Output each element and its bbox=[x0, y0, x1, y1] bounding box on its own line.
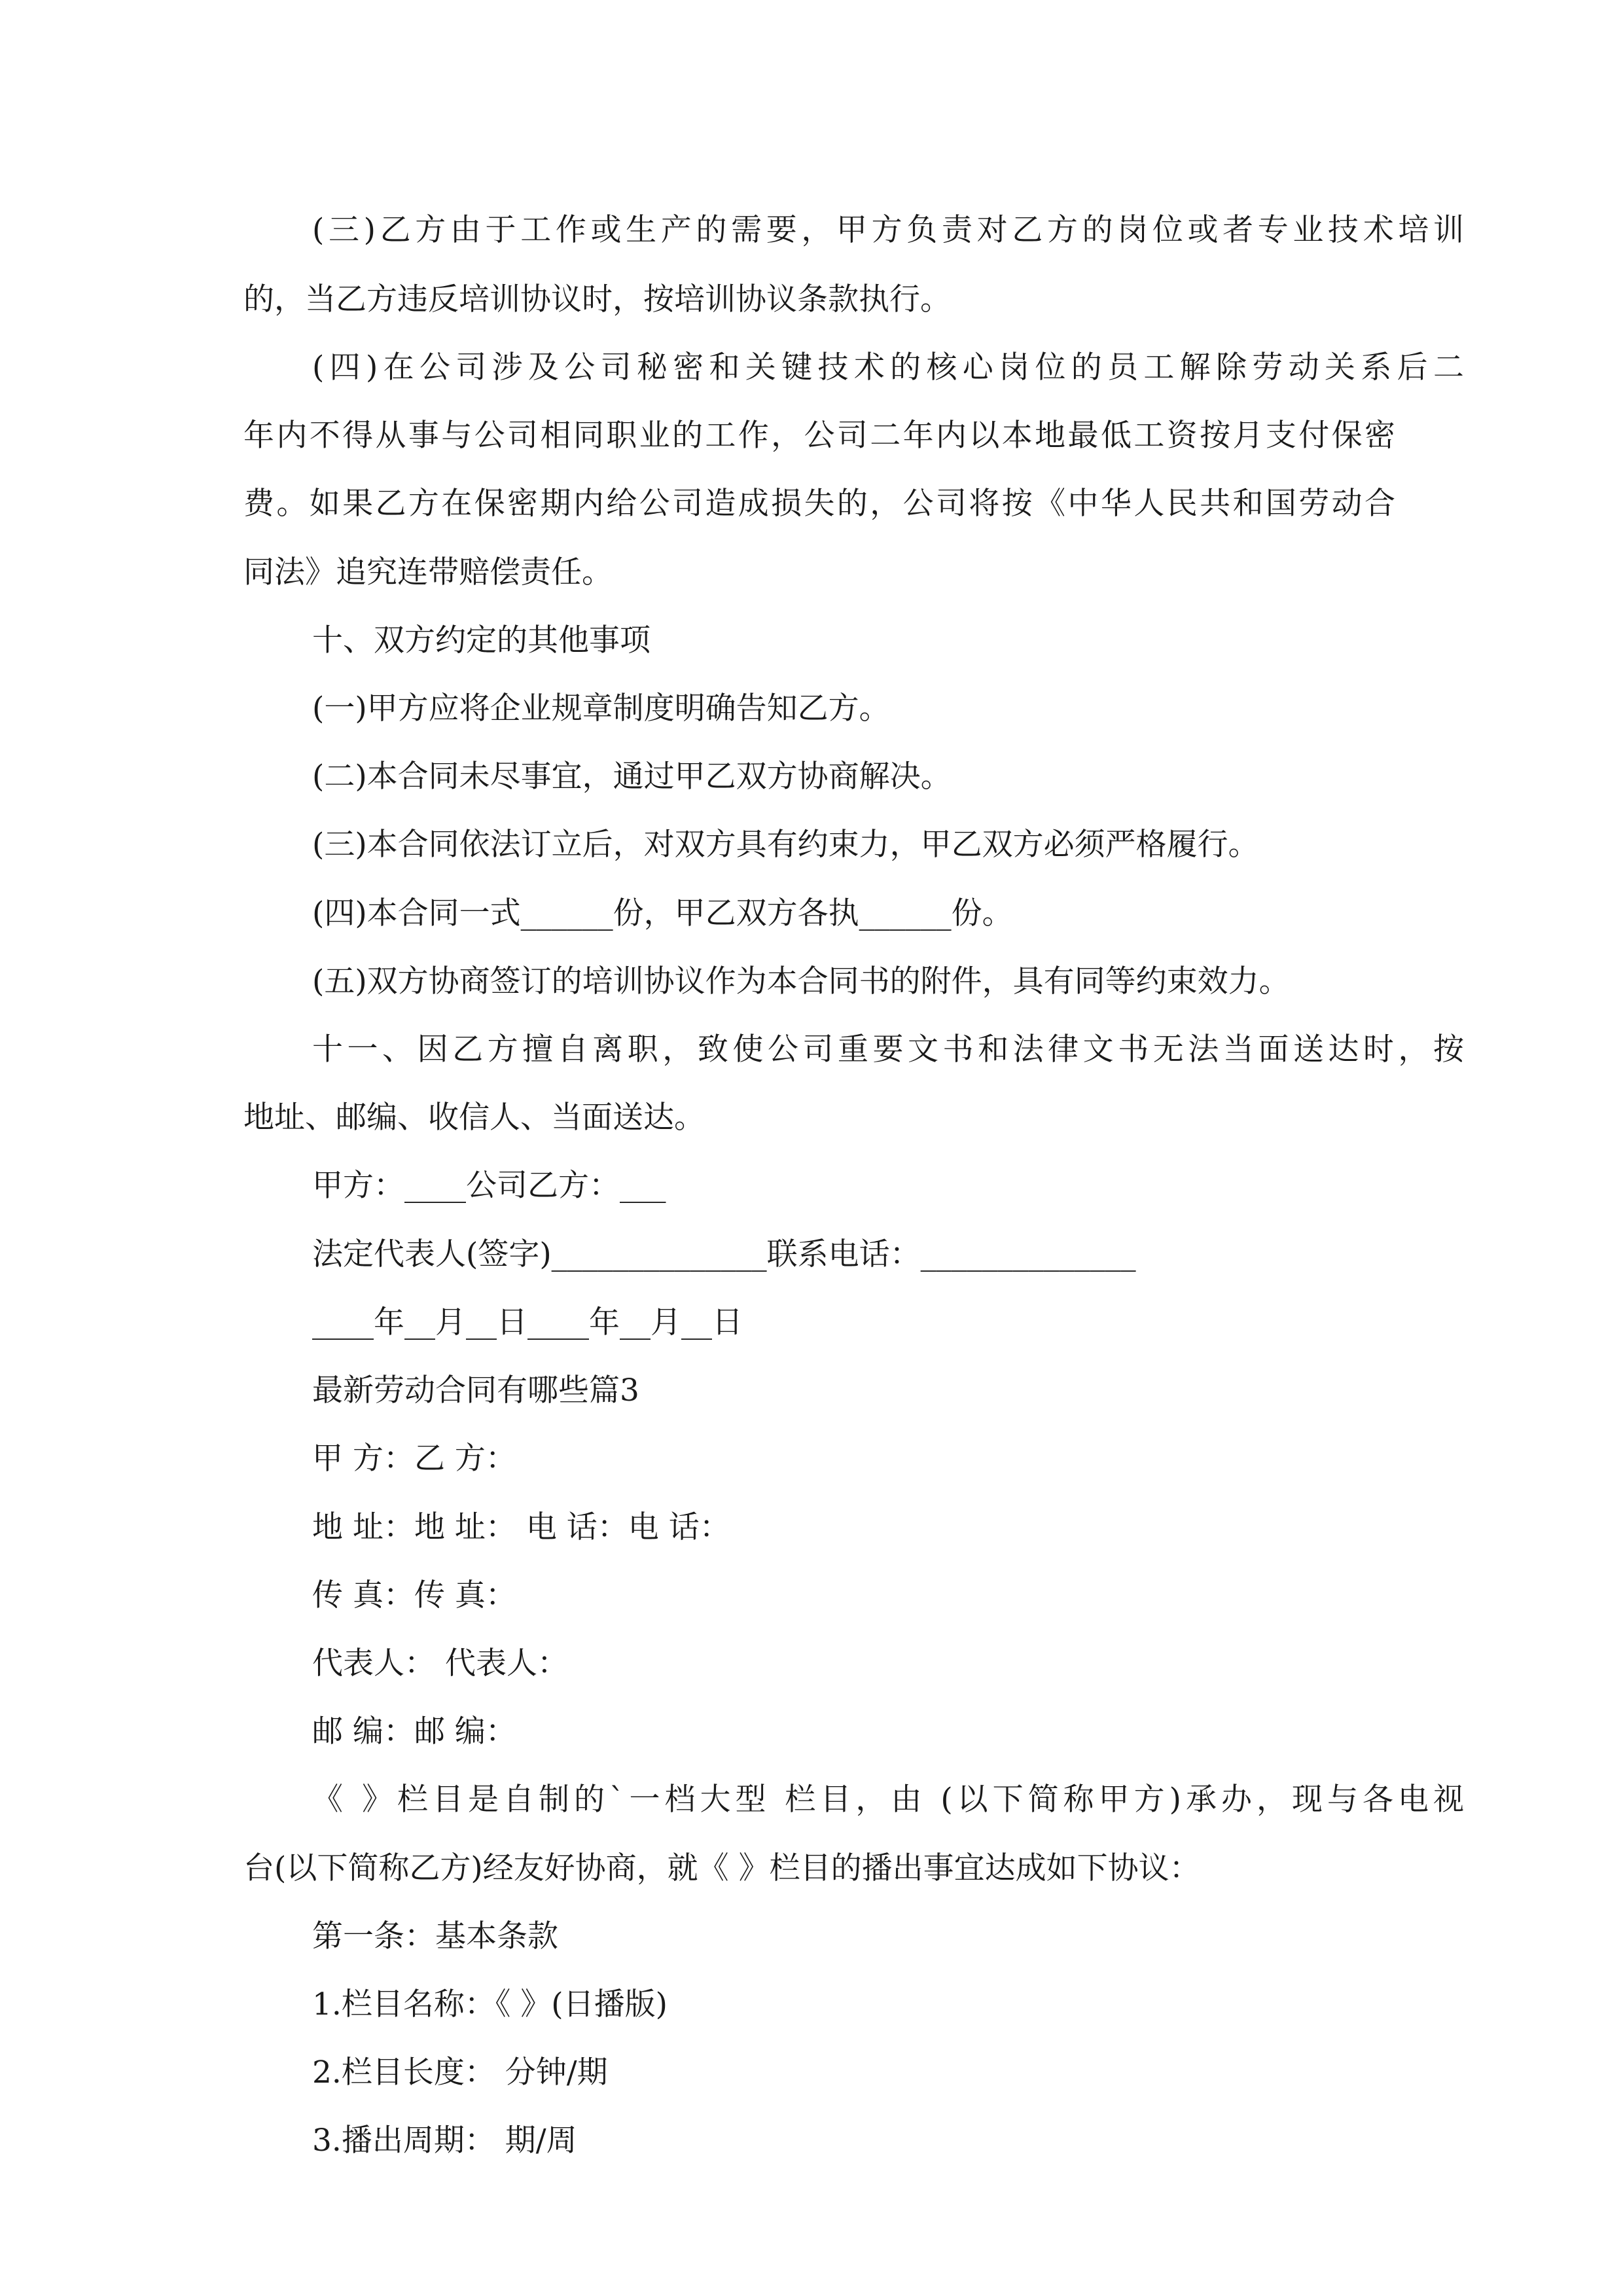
paragraph-line: 费。如果乙方在保密期内给公司造成损失的，公司将按《中华人民共和国劳动合 bbox=[243, 486, 1395, 522]
paragraph-line: (二)本合同未尽事宜，通过甲乙双方协商解决。 bbox=[312, 759, 952, 795]
paragraph-line: (一)甲方应将企业规章制度明确告知乙方。 bbox=[312, 691, 890, 726]
party-line: 传 真：传 真： bbox=[312, 1577, 516, 1613]
clause-line: 2.栏目长度： 分钟/期 bbox=[312, 2054, 608, 2090]
party-line: 邮 编：邮 编： bbox=[312, 1713, 516, 1749]
paragraph-line: (三)本合同依法订立后，对双方具有约束力，甲乙双方必须严格履行。 bbox=[312, 827, 1259, 863]
paragraph-line: (四)在公司涉及公司秘密和关键技术的核心岗位的员工解除劳动关系后二 bbox=[312, 350, 1464, 386]
section-heading: 十、双方约定的其他事项 bbox=[312, 622, 651, 658]
signature-line: 甲方：____公司乙方：___ bbox=[312, 1168, 666, 1204]
paragraph-line: 同法》追究连带赔偿责任。 bbox=[243, 554, 613, 590]
section-heading: 第一条：基本条款 bbox=[312, 1918, 558, 1954]
party-line: 甲 方：乙 方： bbox=[312, 1441, 516, 1477]
paragraph-line: (三)乙方由于工作或生产的需要，甲方负责对乙方的岗位或者专业技术培训 bbox=[312, 212, 1464, 248]
party-line: 地 址：地 址： 电 话：电 话： bbox=[312, 1509, 730, 1545]
clause-line: 3.播出周期： 期/周 bbox=[312, 2123, 577, 2159]
paragraph-line: 的，当乙方违反培训协议时，按培训协议条款执行。 bbox=[243, 281, 951, 317]
paragraph-line: 《 》栏目是自制的`一档大型 栏目，由 (以下简称甲方)承办，现与各电视 bbox=[312, 1782, 1464, 1818]
paragraph-line: 十一、因乙方擅自离职，致使公司重要文书和法律文书无法当面送达时，按 bbox=[312, 1031, 1464, 1067]
document-title: 最新劳动合同有哪些篇3 bbox=[312, 1372, 639, 1408]
party-line: 代表人： 代表人： bbox=[312, 1645, 568, 1681]
clause-line: 1.栏目名称：《 》(日播版) bbox=[312, 1986, 668, 2022]
paragraph-line: 年内不得从事与公司相同职业的工作，公司二年内以本地最低工资按月支付保密 bbox=[243, 418, 1395, 454]
paragraph-line: (五)双方协商签订的培训协议作为本合同书的附件，具有同等约束效力。 bbox=[312, 963, 1290, 999]
paragraph-line: 台(以下简称乙方)经友好协商，就《 》栏目的播出事宜达成如下协议： bbox=[243, 1850, 1200, 1886]
paragraph-line: 地址、邮编、收信人、当面送达。 bbox=[243, 1100, 705, 1136]
signature-line: 法定代表人(签字)______________联系电话：______________ bbox=[312, 1236, 1136, 1272]
date-line: ____年__月__日____年__月__日 bbox=[312, 1304, 743, 1340]
paragraph-line: (四)本合同一式______份，甲乙双方各执______份。 bbox=[312, 895, 1013, 931]
